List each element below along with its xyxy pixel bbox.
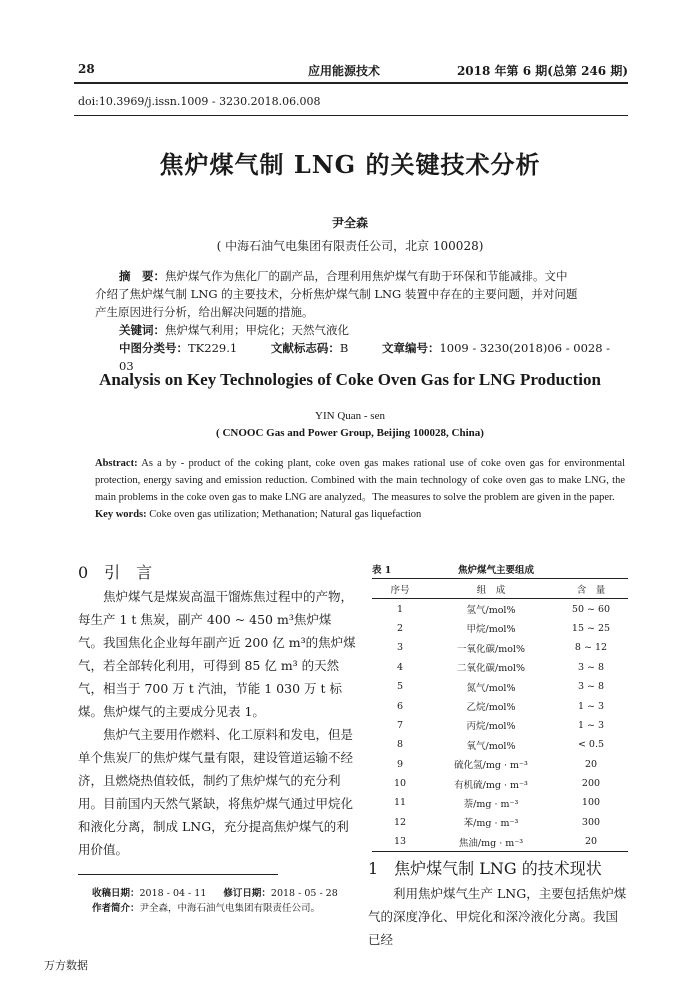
table-header: 含 量 <box>576 584 606 596</box>
revised-label: 修订日期： <box>223 888 271 899</box>
table-caption <box>372 562 628 576</box>
table-cell: 3 ~ 8 <box>577 681 605 693</box>
revised-date: 2018 - 05 - 28 <box>270 888 338 899</box>
table-cell: 1 <box>396 603 404 615</box>
author-info-label: 作者简介： <box>92 903 140 914</box>
english-keywords-label: Key words: <box>95 509 147 520</box>
abstract-label: 摘 要： <box>119 269 165 283</box>
table-cell: 焦油/mg · m⁻³ <box>458 837 524 849</box>
doi: doi:10.3969/j.issn.1009 - 3230.2018.06.008 <box>78 95 321 108</box>
table-cell: 11 <box>393 797 407 809</box>
abstract-line: 焦炉煤气作为焦化厂的副产品，合理利用焦炉煤气有助于环保和节能减排。文中 <box>165 269 568 283</box>
table-cell: 2 <box>396 622 404 634</box>
english-author: YIN Quan - sen <box>315 410 385 422</box>
table-row <box>372 735 628 754</box>
abstract-line: 介绍了焦炉煤气制 LNG 的主要技术，分析焦炉煤气制 LNG 装置中存在的主要问题，并对问题 <box>95 287 578 301</box>
article-no-label: 文章编号： <box>381 341 440 355</box>
table-row <box>372 755 628 774</box>
table-cell: 12 <box>393 816 407 828</box>
table-row <box>372 696 628 715</box>
table-cell: 1 ~ 3 <box>577 719 605 731</box>
english-abstract <box>95 455 625 523</box>
journal-issue: 2018 年第 6 期(总第 246 期) <box>456 64 628 78</box>
table-cell: 6 <box>396 700 404 712</box>
abstract-line: 产生原因进行分析，给出解决问题的措施。 <box>95 305 314 319</box>
table-cell: 丙烷/mol% <box>466 721 516 733</box>
table-cell: < 0.5 <box>577 739 605 751</box>
composition-table <box>372 578 628 852</box>
footnote <box>92 886 362 916</box>
english-title: Analysis on Key Technologies of Coke Oven Gas for LNG Production <box>99 370 601 389</box>
keywords: 焦炉煤气利用；甲烷化；天然气液化 <box>165 323 349 337</box>
received-label: 收稿日期： <box>92 888 140 899</box>
table-cell: 一氧化碳/mol% <box>457 643 525 655</box>
table-cell: 9 <box>396 758 404 770</box>
received-date: 2018 - 04 - 11 <box>139 888 207 899</box>
table-cell: 萘/mg · m⁻³ <box>463 798 519 810</box>
section-heading: 0 引 言 <box>78 563 153 582</box>
table-row <box>372 774 628 793</box>
table-cell: 二氧化碳/mol% <box>457 663 525 675</box>
table-cell: 7 <box>396 719 404 731</box>
table-row <box>372 716 628 735</box>
table-cell: 5 <box>396 681 404 693</box>
footnote-rule <box>78 874 278 875</box>
affiliation: ( 中海石油气电集团有限责任公司，北京 100028) <box>216 239 484 253</box>
table-cell: 氢气/mol% <box>466 605 516 617</box>
doc-code-label: 文献标志码： <box>270 341 340 355</box>
table-cell: 乙烷/mol% <box>466 702 516 714</box>
table-label: 表 1 <box>372 565 392 576</box>
paragraph: 焦炉气主要用作燃料、化工原料和发电，但是单个焦炭厂的焦炉煤气量有限，建设管道运输不经济，且燃烧热值较低，制约了焦炉煤气的充分利用。目前国内天然气紧缺，将焦炉煤气通过甲烷化和液化分离，制成 LNG，充分提高焦炉煤气的利用价值。 <box>78 727 354 857</box>
watermark: 万方数据 <box>44 959 88 972</box>
abstract-cn <box>95 267 625 375</box>
journal-name: 应用能源技术 <box>308 64 381 78</box>
table-cell: 20 <box>584 758 598 770</box>
doc-code: B <box>339 341 349 355</box>
section-1-body <box>368 882 630 951</box>
doi-rule <box>74 115 628 116</box>
table-cell: 300 <box>581 816 601 828</box>
table-cell: 4 <box>396 661 404 673</box>
section-0-body <box>78 585 356 861</box>
table-cell: 8 ~ 12 <box>574 642 608 654</box>
table-cell: 100 <box>581 797 601 809</box>
table-cell: 1 ~ 3 <box>577 700 605 712</box>
english-keywords: Coke oven gas utilization; Methanation; Natural gas liquefaction <box>149 509 422 520</box>
table-cell: 10 <box>393 778 407 790</box>
keywords-label: 关键词： <box>119 323 165 337</box>
author: 尹全森 <box>331 216 368 230</box>
english-abstract-label: Abstract: <box>95 458 138 469</box>
table-cell: 氮气/mol% <box>466 682 516 694</box>
table-title: 焦炉煤气主要组成 <box>458 565 535 576</box>
table-header: 组 成 <box>476 584 506 596</box>
table-row <box>372 677 628 696</box>
table-cell: 甲烷/mol% <box>466 624 516 636</box>
section-heading: 1 焦炉煤气制 LNG 的技术现状 <box>368 859 602 878</box>
table-cell: 13 <box>393 836 407 848</box>
table-row <box>372 832 628 852</box>
table-header-row <box>372 579 628 599</box>
paragraph: 利用焦炉煤气生产 LNG，主要包括焦炉煤气的深度净化、甲烷化和深冷液化分离。我国已经 <box>368 886 627 947</box>
table-cell: 200 <box>581 778 601 790</box>
table-cell: 有机硫/mg · m⁻³ <box>454 779 528 791</box>
header-rule <box>74 82 628 84</box>
table-cell: 8 <box>396 739 404 751</box>
table-cell: 3 <box>396 642 404 654</box>
paper-title: 焦炉煤气制 LNG 的关键技术分析 <box>159 150 541 179</box>
paragraph: 焦炉煤气是煤炭高温干馏炼焦过程中的产物，每生产 1 t 焦炭，副产 400 ~ 450 m³焦炉煤气。我国焦化企业每年副产近 200 亿 m³的焦炉煤气，若全部转化利用，可得到 85 亿 m³ 的天然气，相当于 700 万 t 汽油，节能 1 030 万 t 标煤。焦炉煤气的主要成分见表 1。 <box>78 589 356 719</box>
table-row <box>372 638 628 657</box>
table-header: 序号 <box>390 584 410 596</box>
english-affiliation: ( CNOOC Gas and Power Group, Beijing 100028, China) <box>216 427 484 439</box>
table-row <box>372 658 628 677</box>
table-cell: 苯/mg · m⁻³ <box>463 818 519 830</box>
page-number: 28 <box>78 62 95 76</box>
table-cell: 15 ~ 25 <box>571 622 611 634</box>
article-no: 1009 - 3230(2018)06 - 0028 - 03 <box>119 341 611 373</box>
table-cell: 氧气/mol% <box>466 740 516 752</box>
table-cell: 50 ~ 60 <box>571 603 611 615</box>
english-abstract-text: As a by - product of the coking plant, coke oven gas makes rational use of coke oven gas for environmental protection, energy saving and emission reduction. Combined with the main technology of coke oven gas to make LNG, the main problems in the coke oven gas to make LNG are analyzed。The measures to solve the problem are given in the paper. <box>95 458 626 503</box>
table-row <box>372 599 628 619</box>
table-cell: 20 <box>584 836 598 848</box>
table-row <box>372 793 628 812</box>
clc-label: 中图分类号： <box>119 341 188 355</box>
author-info: 尹全森，中海石油气电集团有限责任公司。 <box>139 903 321 914</box>
table-cell: 硫化氢/mg · m⁻³ <box>454 760 528 772</box>
table-row <box>372 619 628 638</box>
clc: TK229.1 <box>188 341 238 355</box>
table-row <box>372 813 628 832</box>
table-cell: 3 ~ 8 <box>577 661 605 673</box>
